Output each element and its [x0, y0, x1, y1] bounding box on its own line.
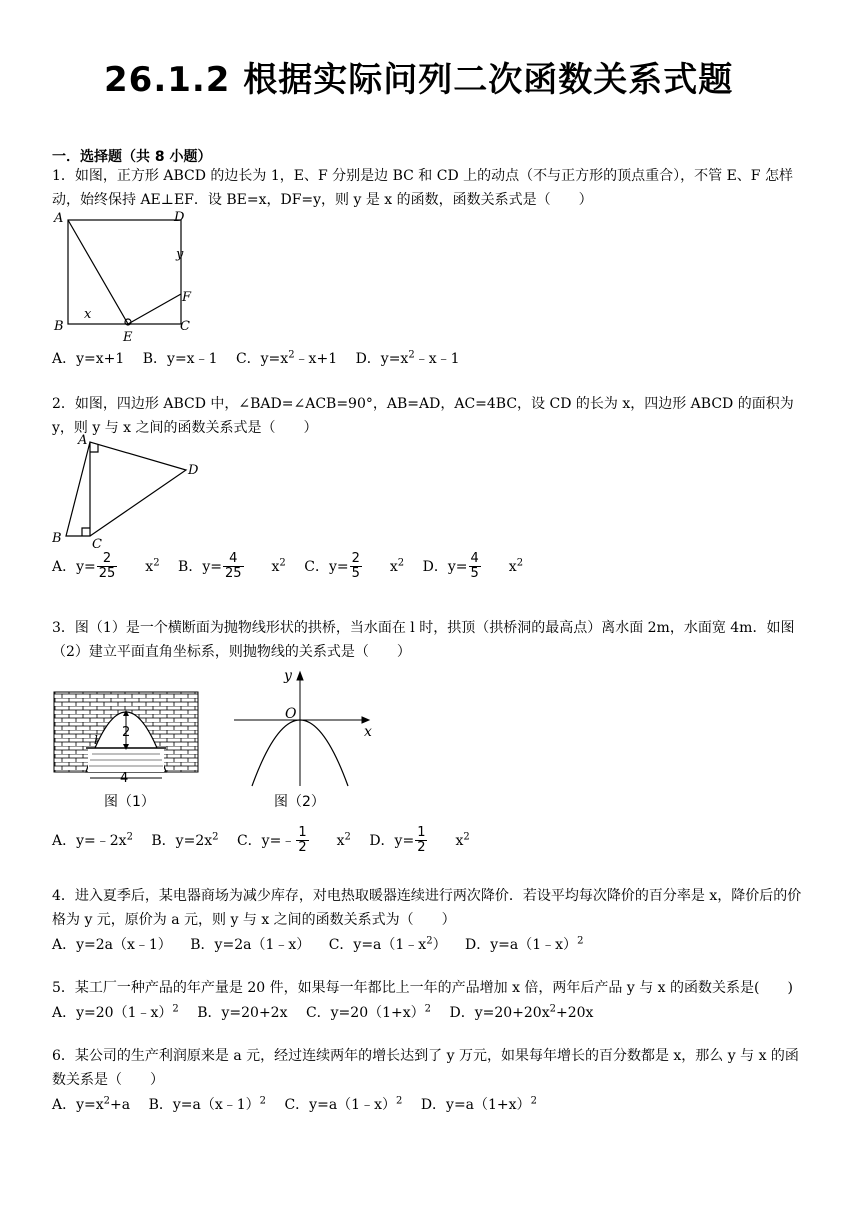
option-d[interactable]: D．y= $\frac{4}{5}$ $x^2$: [422, 551, 524, 581]
option-a[interactable]: A．$y=x^2+a$: [52, 1095, 131, 1113]
option-d[interactable]: D．y=a（1﹣x）$^2$: [465, 935, 584, 953]
question-4-options: [52, 934, 597, 954]
figure-1-caption: 图（1）: [104, 794, 155, 810]
q1-square-figure: [52, 208, 202, 343]
label-d: D: [188, 463, 199, 478]
option-a[interactable]: A．$y=﹣2x^2$: [52, 830, 133, 849]
label-y: y: [284, 668, 292, 684]
option-b[interactable]: B．y=20+2x: [197, 1005, 288, 1021]
right-angle-a: [90, 444, 98, 452]
question-2-text: 2．如图，四边形 ABCD 中，∠BAD=∠ACB=90°，AB=AD，AC=4BC，设 CD 的长为 x，四边形 ABCD 的面积为 y，则 y 与 x 之间的函数关系式是（ ）: [52, 396, 794, 436]
option-c[interactable]: C．$y=a(1﹣x^2)$: [328, 935, 447, 953]
option-d[interactable]: D．$y=x^2﹣x﹣1$: [355, 349, 460, 367]
option-a[interactable]: A．y=20（1﹣x）$^2$: [52, 1003, 179, 1021]
label-e: E: [123, 330, 133, 343]
question-6-text: 6．某公司的生产利润原来是 a 元，经过连续两年的增长达到了 y 万元，如果每年增长的百分数都是 x，那么 y 与 x 的函数关系是（ ）: [52, 1048, 799, 1088]
page-title: 26.1.2 根据实际问列二次函数关系式题: [104, 60, 734, 100]
label-x: x: [84, 307, 92, 322]
option-b[interactable]: B．y= $\frac{4}{25}$ $x^2$: [178, 551, 286, 581]
label-x: x: [364, 724, 372, 740]
option-a[interactable]: A．y= $\frac{2}{25}$ $x^2$: [52, 551, 160, 581]
question-5-options: [52, 1002, 607, 1022]
option-c[interactable]: C．$y=20(1+x)^2$: [305, 1003, 432, 1021]
option-b[interactable]: B．y=2a（1﹣x）: [190, 937, 311, 953]
option-c[interactable]: C．y=﹣ $\frac{1}{2}$ $x^2$: [236, 825, 351, 855]
label-y: y: [176, 247, 184, 262]
option-b[interactable]: B．$y=2x^2$: [151, 830, 219, 849]
section-heading: 一．选择题（共 8 小题）: [52, 149, 212, 165]
option-b[interactable]: B．y=a（x﹣1）$^2$: [148, 1095, 267, 1113]
label-b: B: [52, 531, 62, 546]
question-3-options: [52, 826, 484, 855]
option-d[interactable]: D．$y=a(1+x)^2$: [420, 1095, 537, 1113]
label-c: C: [92, 537, 102, 550]
question-1-options: [52, 348, 474, 368]
label-d: D: [174, 210, 185, 225]
label-height: 2: [122, 725, 131, 740]
figure-1: [54, 692, 198, 810]
label-f: F: [182, 290, 192, 305]
question-2-options: [52, 552, 537, 581]
figure-2: [234, 672, 369, 786]
segment-ef: [128, 294, 181, 324]
question-5-text: 5．某工厂一种产品的年产量是 20 件，如果每一年都比上一年的产品增加 x 倍，两年后产品 y 与 x 的函数关系是( ): [52, 980, 793, 996]
right-angle-c: [82, 528, 90, 536]
option-b[interactable]: B．y=x﹣1: [142, 351, 218, 367]
label-origin: O: [285, 706, 297, 722]
q3-bridge-figures: [52, 666, 372, 816]
figure-2-caption: 图（2）: [274, 794, 325, 810]
label-c: C: [180, 319, 190, 334]
question-6-options: [52, 1094, 551, 1114]
quadrilateral-abcd: [66, 442, 186, 536]
option-a[interactable]: A．y=x+1: [52, 351, 125, 367]
question-4-text: 4．进入夏季后，某电器商场为减少库存，对电热取暖器连续进行两次降价．若设平均每次降价的百分率是 x，降价后的价格为 y 元，原价为 a 元，则 y 与 x 之间的函数关系式为（ ）: [52, 888, 802, 928]
option-c[interactable]: C．y= $\frac{2}{5}$ $x^2$: [304, 551, 405, 581]
option-c[interactable]: C．$y=x^2﹣x+1$: [235, 349, 338, 367]
label-a: A: [54, 211, 64, 226]
option-d[interactable]: D．y= $\frac{1}{2}$ $x^2$: [369, 825, 470, 855]
q2-quadrilateral-figure: [52, 432, 212, 550]
option-d[interactable]: D．$y=20+20x^2+20x$: [449, 1003, 594, 1021]
label-width: 4: [120, 771, 129, 786]
option-a[interactable]: A．y=2a（x﹣1）: [52, 937, 172, 953]
question-3-text: 3．图（1）是一个横断面为抛物线形状的拱桥，当水面在 l 时，拱顶（拱桥洞的最高点）离水面 2m，水面宽 4m．如图（2）建立平面直角坐标系，则抛物线的关系式是（ ）: [52, 620, 795, 660]
option-c[interactable]: C．y=a（1﹣x）$^2$: [284, 1095, 403, 1113]
label-l: l: [94, 733, 98, 747]
question-1-text: 1．如图，正方形 ABCD 的边长为 1，E、F 分别是边 BC 和 CD 上的动点（不与正方形的顶点重合），不管 E、F 怎样动，始终保持 AE⊥EF．设 BE=x，DF=y，则 y 是 x 的函数，函数关系式是（ ）: [52, 168, 793, 208]
label-a: A: [78, 433, 88, 448]
label-b: B: [54, 319, 64, 334]
segment-ae: [68, 220, 128, 324]
